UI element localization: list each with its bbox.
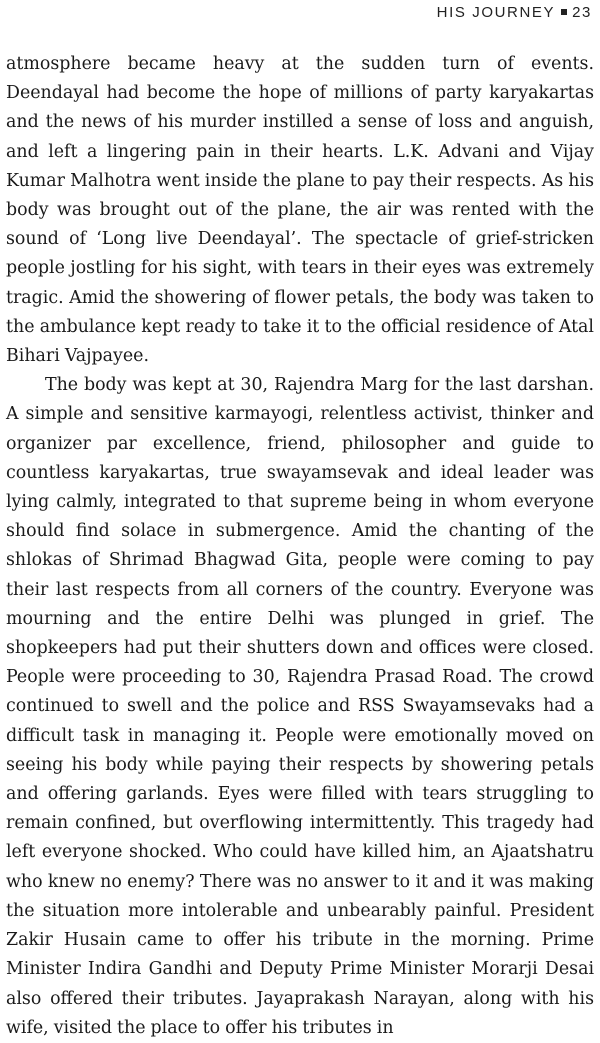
paragraph-continued: atmosphere became heavy at the sudden turn of events. Deendayal had become the hope of millions of party karyakartas and the news of his murder instilled a sense of loss and anguish, and left a lingering pain in their hearts. L.K. Advani and Vijay Kumar Malhotra went inside the plane to pay their respects. As his body was brought out of the plane, the air was rented with the sound of ‘Long live Deendayal’. The spectacle of grief-stricken people jostling for his sight, with tears in their eyes was extremely tragic. Amid the showering of flower petals, the body was taken to the ambulance kept ready to take it to the official residence of Atal Bihari Vajpayee. <box>6 54 594 367</box>
separator-square-icon <box>561 9 567 15</box>
chapter-title: HIS JOURNEY <box>436 4 556 21</box>
page-number: 23 <box>572 4 592 21</box>
paragraph-last-darshan: The body was kept at 30, Rajendra Marg for the last darshan. A simple and sensitive karmayogi, relentless activist, thinker and organizer par excellence, friend, philosopher and guide to countless karyakartas, true swayamsevak and ideal leader was lying calmly, integrated to that supreme being in whom everyone should find solace in submergence. Amid the chanting of the shlokas of Shrimad Bhagwad Gita, people were coming to pay their last respects from all corners of the country. Everyone was mourning and the entire Delhi was plunged in grief. The shopkeepers had put their shutters down and offices were closed. People were proceeding to 30, Rajendra Prasad Road. The crowd continued to swell and the police and RSS Swayamsevaks had a difficult task in managing it. People were emotionally moved on seeing his body while paying their respects by showering petals and offering garlands. Eyes were filled with tears struggling to remain confined, but overflowing intermittently. This tragedy had left everyone shocked. Who could have killed him, an Ajaatshatru who knew no enemy? There was no answer to it and it was making the situation more intolerable and unbearably painful. President Zakir Husain came to offer his tribute in the morning. Prime Minister Indira Gandhi and Deputy Prime Minister Morarji Desai also offered their tributes. Jayaprakash Narayan, along with his wife, visited the place to offer his tributes in <box>6 375 594 1038</box>
running-header <box>437 4 592 21</box>
body-text <box>6 50 594 1043</box>
